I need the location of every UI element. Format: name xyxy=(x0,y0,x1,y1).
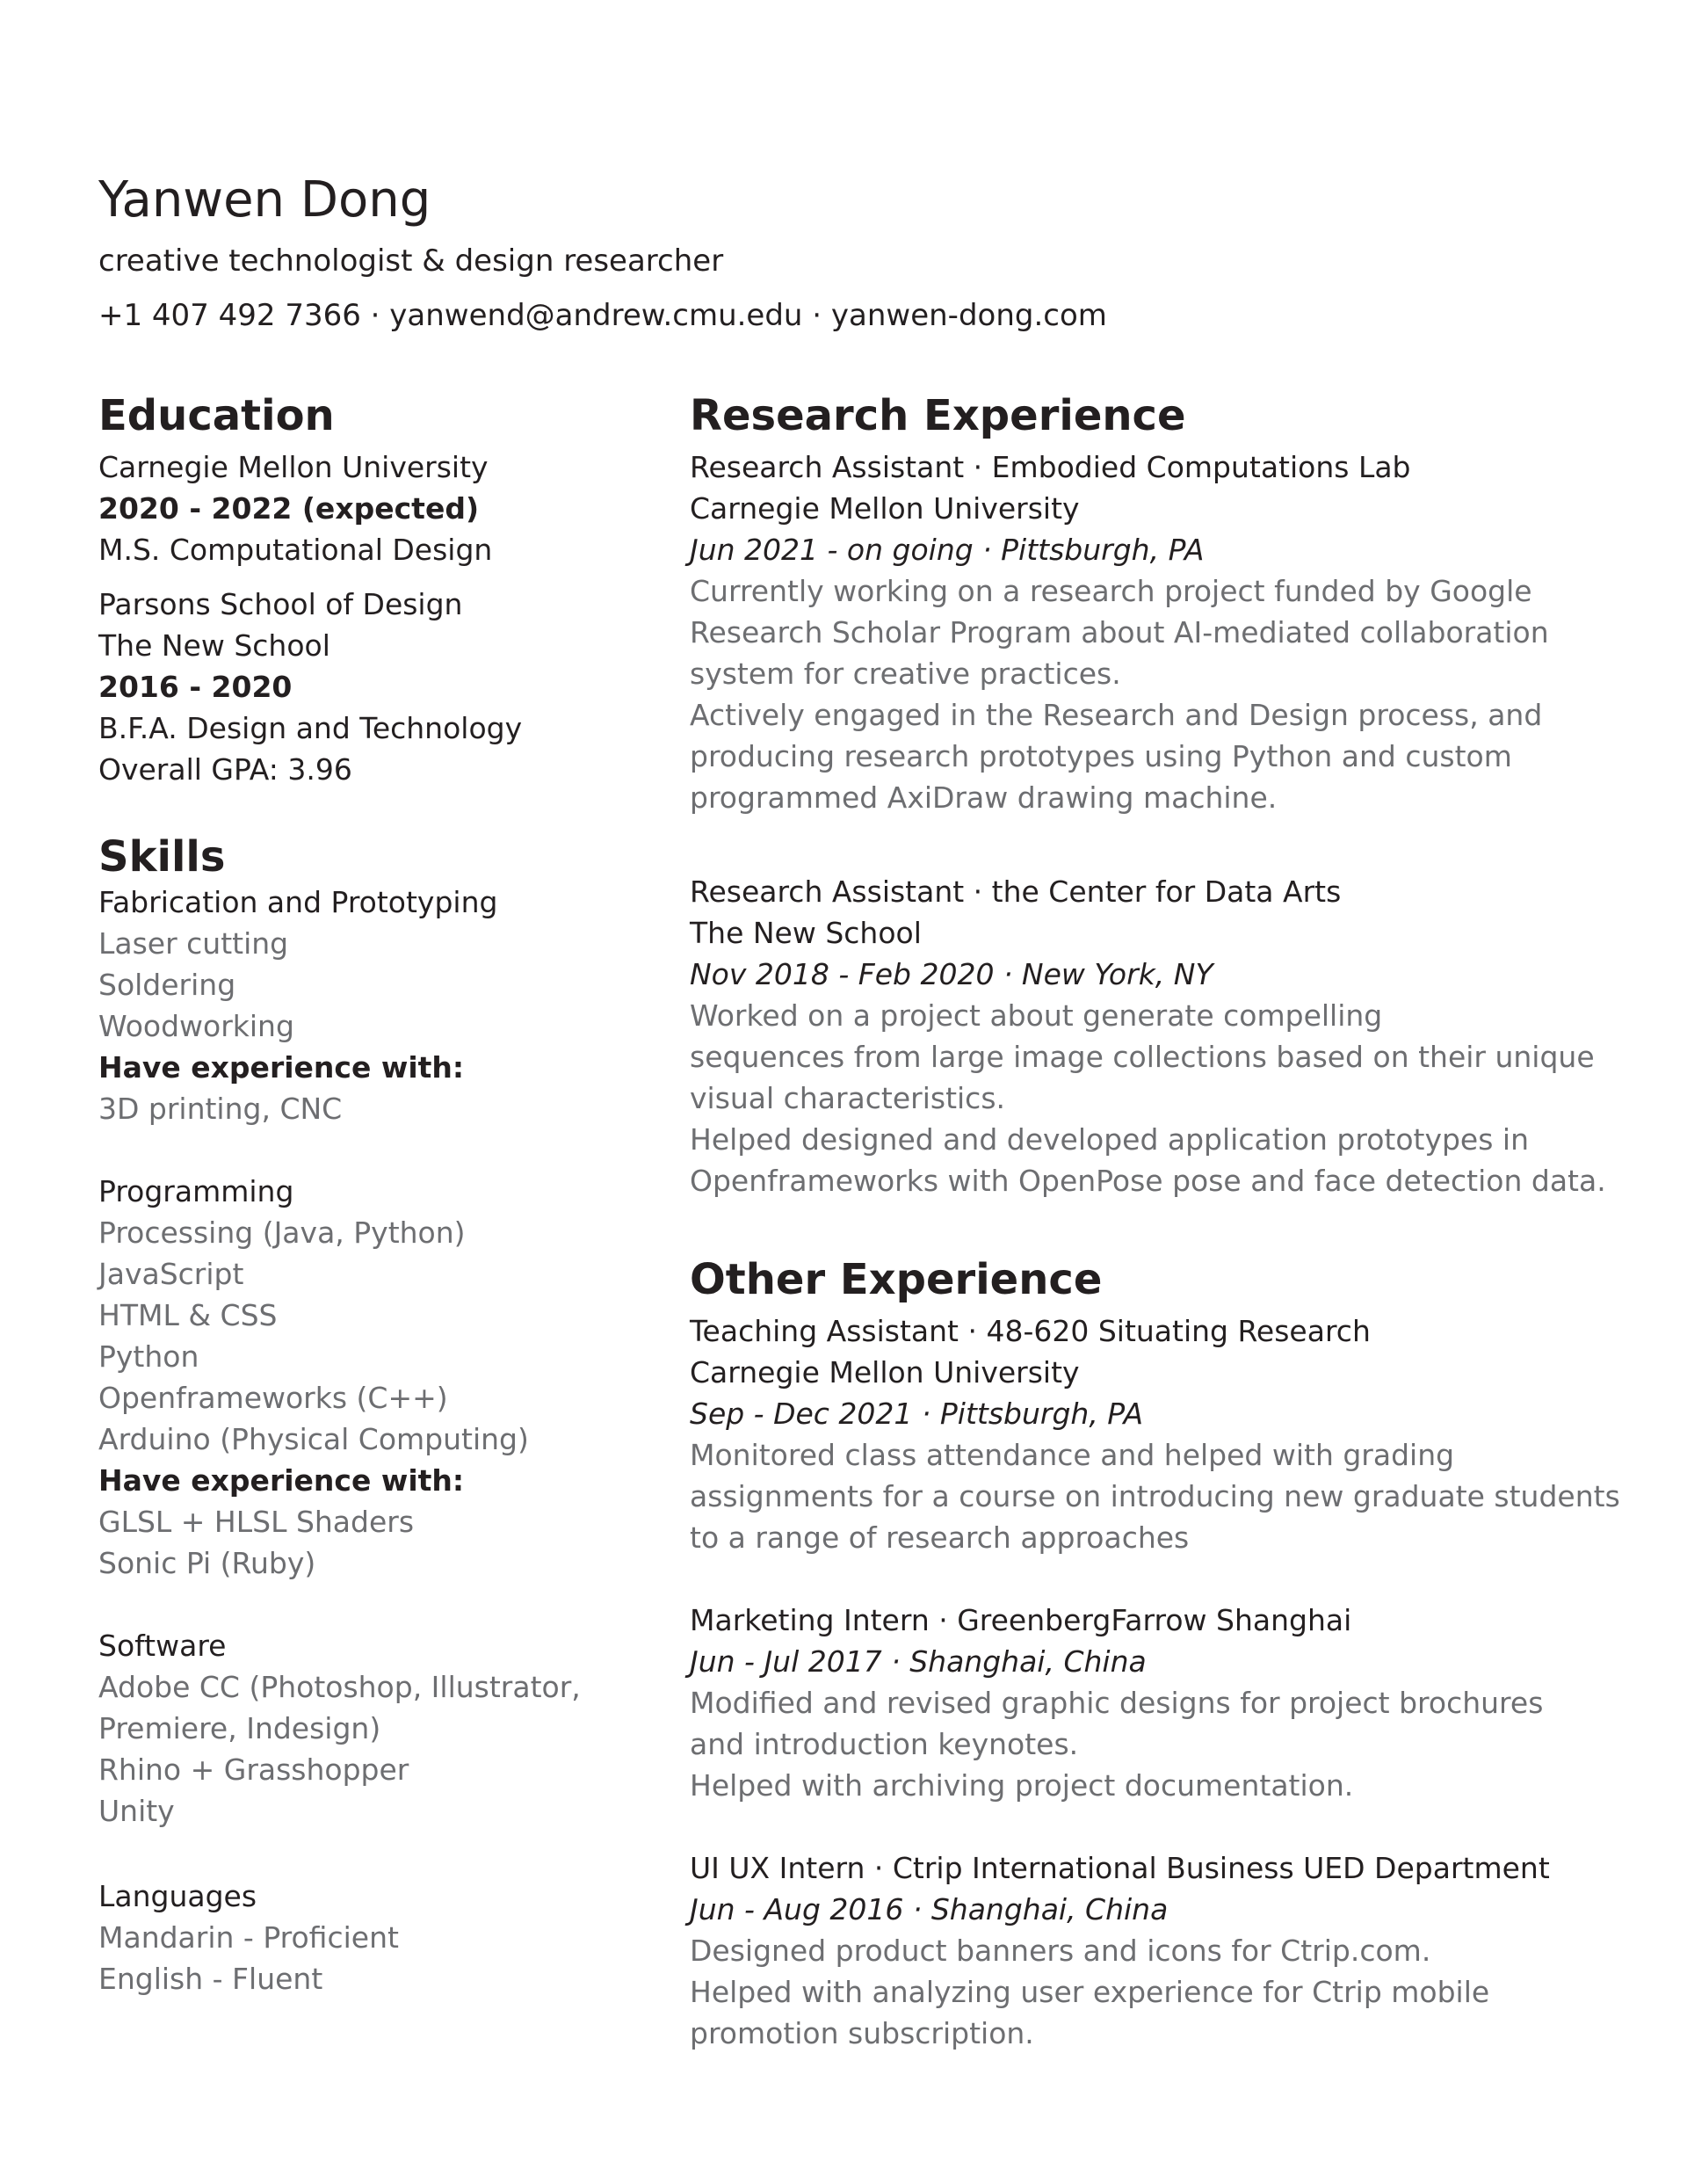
skill-item: Rhino + Grasshopper xyxy=(98,1752,409,1787)
degree: M.S. Computational Design xyxy=(98,533,493,567)
skills-title: Skills xyxy=(98,832,226,882)
experience-role: Research Assistant · the Center for Data Arts xyxy=(690,874,1342,909)
education-entry-parsons xyxy=(98,584,661,790)
skill-item: HTML & CSS xyxy=(98,1298,278,1332)
description-line: Helped with archiving project documentation. xyxy=(690,1768,1354,1803)
research-section xyxy=(690,387,1621,1201)
experience-entry xyxy=(690,1310,1621,1558)
description-line: Research Scholar Program about AI-mediated collaboration xyxy=(690,615,1549,649)
experience-label: Have experience with: xyxy=(98,1050,465,1085)
skill-group-heading: Languages xyxy=(98,1879,257,1913)
skill-item: Soldering xyxy=(98,968,236,1002)
other-experience-section xyxy=(690,1251,1621,2054)
skill-item: Mandarin - Proficient xyxy=(98,1920,399,1955)
description-line: visual characteristics. xyxy=(690,1081,1006,1115)
experience-when: Sep - Dec 2021 · Pittsburgh, PA xyxy=(690,1397,1144,1431)
research-title: Research Experience xyxy=(690,391,1186,440)
contact-info: +1 407 492 7366 · yanwend@andrew.cmu.edu · yanwen-dong.com xyxy=(98,298,1107,333)
description-line: Currently working on a research project funded by Google xyxy=(690,574,1532,608)
description-line: to a range of research approaches xyxy=(690,1520,1190,1555)
experience-description xyxy=(690,995,1621,1201)
education-section xyxy=(98,387,661,790)
description-line: Actively engaged in the Research and Design process, and xyxy=(690,698,1543,732)
experience-description xyxy=(690,1434,1621,1558)
school-name: Parsons School of Design xyxy=(98,587,463,621)
description-line: assignments for a course on introducing new graduate students xyxy=(690,1479,1620,1513)
education-dates: 2016 - 2020 xyxy=(98,670,293,704)
other-experience-title: Other Experience xyxy=(690,1255,1103,1304)
experience-org: Carnegie Mellon University xyxy=(690,491,1080,526)
experience-entry xyxy=(690,1847,1621,2054)
description-line: system for creative practices. xyxy=(690,657,1121,691)
experience-description xyxy=(690,1930,1621,2054)
skill-item: JavaScript xyxy=(98,1257,244,1291)
left-column xyxy=(98,387,661,1999)
skill-item: GLSL + HLSL Shaders xyxy=(98,1505,415,1539)
skill-item: Adobe CC (Photoshop, Illustrator, xyxy=(98,1670,581,1704)
skill-item: English - Fluent xyxy=(98,1962,323,1996)
experience-description xyxy=(690,570,1621,818)
skills-section xyxy=(98,832,661,1999)
skill-item: Unity xyxy=(98,1794,175,1828)
skill-item: Premiere, Indesign) xyxy=(98,1711,381,1745)
skill-item: Arduino (Physical Computing) xyxy=(98,1422,529,1456)
skill-group-software xyxy=(98,1625,661,1832)
skill-group-heading: Fabrication and Prototyping xyxy=(98,885,498,919)
description-line: producing research prototypes using Python and custom xyxy=(690,739,1512,773)
education-dates: 2020 - 2022 (expected) xyxy=(98,491,480,526)
skill-group-fabrication xyxy=(98,882,661,1129)
experience-when: Jun 2021 - on going · Pittsburgh, PA xyxy=(690,533,1205,567)
degree: B.F.A. Design and Technology xyxy=(98,711,523,745)
experience-entry xyxy=(690,446,1621,818)
description-line: Helped with analyzing user experience for Ctrip mobile xyxy=(690,1975,1490,2009)
experience-description xyxy=(690,1682,1621,1806)
experience-entry xyxy=(690,871,1621,1201)
experience-when: Jun - Aug 2016 · Shanghai, China xyxy=(690,1892,1169,1926)
experience-entry xyxy=(690,1600,1621,1806)
experience-role: UI UX Intern · Ctrip International Business UED Department xyxy=(690,1851,1550,1885)
description-line: promotion subscription. xyxy=(690,2016,1034,2050)
experience-org: Carnegie Mellon University xyxy=(690,1355,1080,1389)
description-line: programmed AxiDraw drawing machine. xyxy=(690,780,1278,815)
description-line: sequences from large image collections based on their unique xyxy=(690,1040,1595,1074)
education-entry-cmu xyxy=(98,446,661,570)
skill-item: Processing (Java, Python) xyxy=(98,1215,466,1250)
right-column xyxy=(690,387,1621,2054)
experience-role: Marketing Intern · GreenbergFarrow Shanghai xyxy=(690,1603,1352,1637)
skill-item: Sonic Pi (Ruby) xyxy=(98,1546,316,1580)
gpa: Overall GPA: 3.96 xyxy=(98,752,352,787)
description-line: Modified and revised graphic designs for project brochures xyxy=(690,1686,1544,1720)
description-line: and introduction keynotes. xyxy=(690,1727,1079,1761)
resume-header xyxy=(98,167,1107,343)
person-name: Yanwen Dong xyxy=(98,171,431,229)
description-line: Designed product banners and icons for Ctrip.com. xyxy=(690,1934,1431,1968)
education-title: Education xyxy=(98,391,335,440)
skill-group-heading: Software xyxy=(98,1629,227,1663)
skill-item: Openframeworks (C++) xyxy=(98,1381,448,1415)
person-subtitle: creative technologist & design researcher xyxy=(98,243,724,279)
skill-item: 3D printing, CNC xyxy=(98,1092,343,1126)
skill-group-heading: Programming xyxy=(98,1174,294,1208)
experience-org: The New School xyxy=(690,916,922,950)
experience-role: Research Assistant · Embodied Computations Lab xyxy=(690,450,1411,484)
skill-item: Woodworking xyxy=(98,1009,294,1043)
description-line: Monitored class attendance and helped with grading xyxy=(690,1438,1455,1472)
description-line: Helped designed and developed application prototypes in xyxy=(690,1122,1530,1157)
experience-when: Nov 2018 - Feb 2020 · New York, NY xyxy=(690,957,1213,991)
experience-label: Have experience with: xyxy=(98,1463,465,1498)
experience-when: Jun - Jul 2017 · Shanghai, China xyxy=(690,1644,1147,1679)
skill-group-programming xyxy=(98,1171,661,1584)
skill-item: Laser cutting xyxy=(98,926,289,961)
experience-role: Teaching Assistant · 48-620 Situating Research xyxy=(690,1314,1371,1348)
description-line: Worked on a project about generate compelling xyxy=(690,998,1383,1033)
school-name: Carnegie Mellon University xyxy=(98,450,489,484)
skill-item: Python xyxy=(98,1339,199,1374)
school-name-secondary: The New School xyxy=(98,628,330,663)
skill-group-languages xyxy=(98,1876,661,1999)
description-line: Openframeworks with OpenPose pose and face detection data. xyxy=(690,1164,1606,1198)
